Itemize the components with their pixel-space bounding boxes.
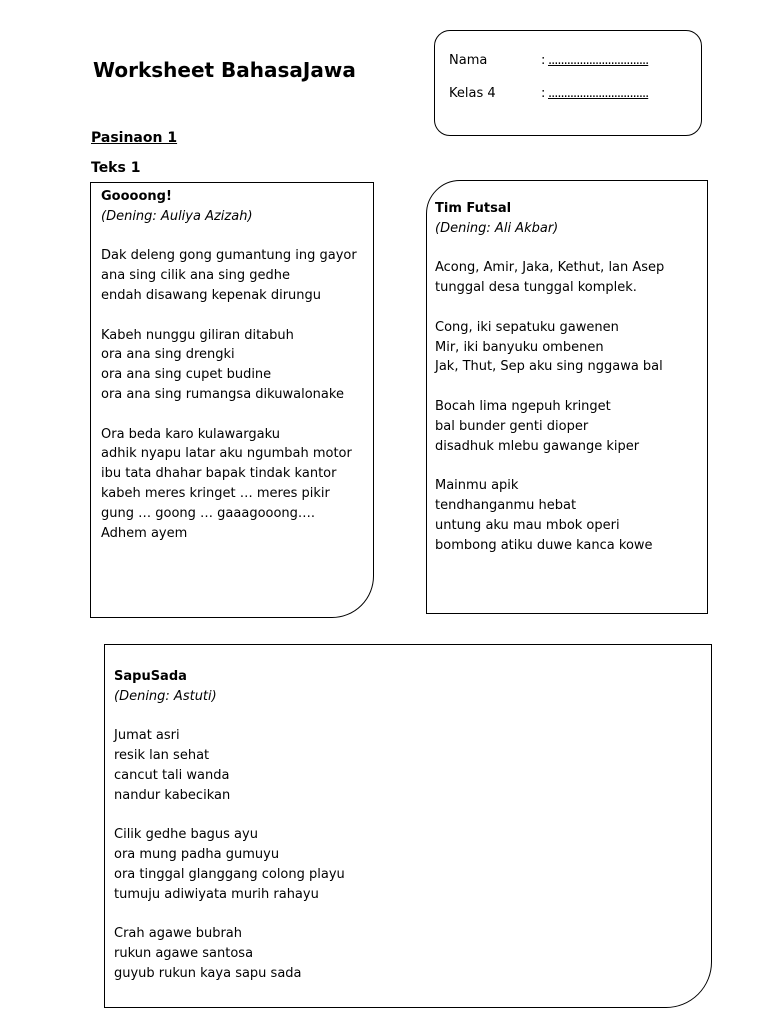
name-colon: : [541,53,546,68]
poem-line: Cilik gedhe bagus ayu [114,827,258,843]
poem-line: ora ana sing rumangsa dikuwalonake [101,386,344,402]
stanza [101,326,357,405]
stanza [114,825,345,904]
poem-line: cancut tali wanda [114,767,230,783]
poem-line: ora mung padha gumuyu [114,847,280,863]
poem-line: ora ana sing cupet budine [101,367,272,383]
name-blank[interactable]: ................................ [548,53,649,68]
poem-line: guyub rukun kaya sapu sada [114,965,302,981]
section-heading: Pasinaon 1 [91,130,178,146]
poem-line: bombong atiku duwe kanca kowe [435,537,653,553]
poem-line: resik lan sehat [114,748,210,764]
poem-author: (Dening: Auliya Azizah) [101,208,253,224]
poem-title: Tim Futsal [435,201,512,216]
poem-line: Dak deleng gong gumantung ing gayor [101,248,357,264]
poem-line: ora tinggal glanggang colong playu [114,866,345,882]
class-blank[interactable]: ................................ [548,86,649,101]
poem-line: Adhem ayem [101,525,188,541]
stanza [114,726,345,805]
poem-line: endah disawang kepenak dirungu [101,287,322,303]
poem-line: ibu tata dhahar bapak tindak kantor [101,466,337,482]
poem-line: Acong, Amir, Jaka, Kethut, lan Asep [435,260,665,276]
stanza [101,425,357,544]
poem-line: Mir, iki banyuku ombenen [435,339,604,355]
name-label: Nama [449,53,488,68]
poem-line: Kabeh nunggu giliran ditabuh [101,327,294,343]
stanza [101,246,357,305]
poem-line: tunggal desa tunggal komplek. [435,280,637,296]
poem-line: Ora beda karo kulawargaku [101,426,280,442]
poem-line: nandur kabecikan [114,787,231,803]
poem-line: Bocah lima ngepuh kringet [435,398,611,414]
poem-author: (Dening: Astuti) [114,688,217,704]
poem-tim-futsal [435,199,664,555]
poem-line: ana sing cilik ana sing gedhe [101,268,291,284]
poem-line: Jumat asri [114,728,180,744]
poem-line: ora ana sing drengki [101,347,235,363]
stanza [114,924,345,983]
stanza [435,258,664,298]
poem-author: (Dening: Ali Akbar) [435,220,559,236]
poem-line: Cong, iki sepatuku gawenen [435,319,619,335]
subsection-heading: Teks 1 [91,160,141,176]
poem-line: kabeh meres kringet … meres pikir [101,485,330,501]
poem-line: rukun agawe santosa [114,946,254,962]
poem-gooong [101,187,357,543]
student-info-box [434,30,702,136]
poem-line: tumuju adiwiyata murih rahayu [114,886,319,902]
poem-line: untung aku mau mbok operi [435,517,620,533]
stanza [435,397,664,456]
poem-line: bal bunder genti dioper [435,418,589,434]
class-label: Kelas 4 [449,86,496,101]
poem-line: disadhuk mlebu gawange kiper [435,438,640,454]
poem-line: adhik nyapu latar aku ngumbah motor [101,446,352,462]
poem-line: Mainmu apik [435,478,519,494]
poem-title: Goooong! [101,189,172,204]
poem-line: gung … goong … gaaagooong…. [101,505,316,521]
poem-sapusada [114,667,345,984]
stanza [435,318,664,377]
poem-line: Jak, Thut, Sep aku sing nggawa bal [435,359,663,375]
stanza [435,476,664,555]
poem-line: Crah agawe bubrah [114,926,243,942]
poem-title: SapuSada [114,669,187,684]
class-colon: : [541,86,546,101]
worksheet-title: Worksheet BahasaJawa [93,58,356,82]
poem-line: tendhanganmu hebat [435,497,577,513]
